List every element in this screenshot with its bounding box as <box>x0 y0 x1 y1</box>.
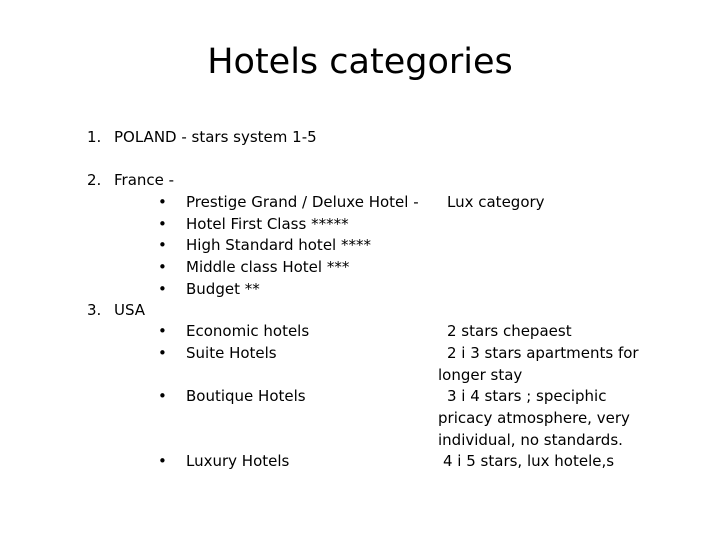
usa-note-boutique-line-2: pricacy atmosphere, very <box>438 409 630 427</box>
usa-note-economic: 2 stars chepaest <box>447 322 572 340</box>
usa-note-boutique-line-3: individual, no standards. <box>438 431 623 449</box>
france-bullet-high-standard: High Standard hotel **** <box>186 236 371 254</box>
france-lux-note: Lux category <box>447 193 545 211</box>
bullet-icon: • <box>158 344 167 362</box>
usa-note-suite-line-1: 2 i 3 stars apartments for <box>447 344 639 362</box>
item-number-1: 1. <box>87 128 102 146</box>
bullet-icon: • <box>158 280 167 298</box>
bullet-icon: • <box>158 236 167 254</box>
usa-note-suite-line-2: longer stay <box>438 366 523 384</box>
usa-bullet-luxury: Luxury Hotels <box>186 452 290 470</box>
bullet-icon: • <box>158 215 167 233</box>
item-number-2: 2. <box>87 171 102 189</box>
bullet-icon: • <box>158 387 167 405</box>
usa-bullet-suite: Suite Hotels <box>186 344 277 362</box>
bullet-icon: • <box>158 193 167 211</box>
item-poland: POLAND - stars system 1-5 <box>114 128 317 146</box>
france-bullet-budget: Budget ** <box>186 280 260 298</box>
usa-bullet-economic: Economic hotels <box>186 322 310 340</box>
bullet-icon: • <box>158 322 167 340</box>
bullet-icon: • <box>158 258 167 276</box>
item-france: France - <box>114 171 175 189</box>
bullet-icon: • <box>158 452 167 470</box>
france-bullet-prestige: Prestige Grand / Deluxe Hotel - <box>186 193 419 211</box>
usa-note-boutique-line-1: 3 i 4 stars ; speciphic <box>447 387 607 405</box>
france-bullet-middle-class: Middle class Hotel *** <box>186 258 350 276</box>
usa-bullet-boutique: Boutique Hotels <box>186 387 306 405</box>
slide-title: Hotels categories <box>207 42 513 82</box>
france-bullet-first-class: Hotel First Class ***** <box>186 215 349 233</box>
item-usa: USA <box>114 301 146 319</box>
usa-note-luxury: 4 i 5 stars, lux hotele,s <box>443 452 615 470</box>
item-number-3: 3. <box>87 301 102 319</box>
